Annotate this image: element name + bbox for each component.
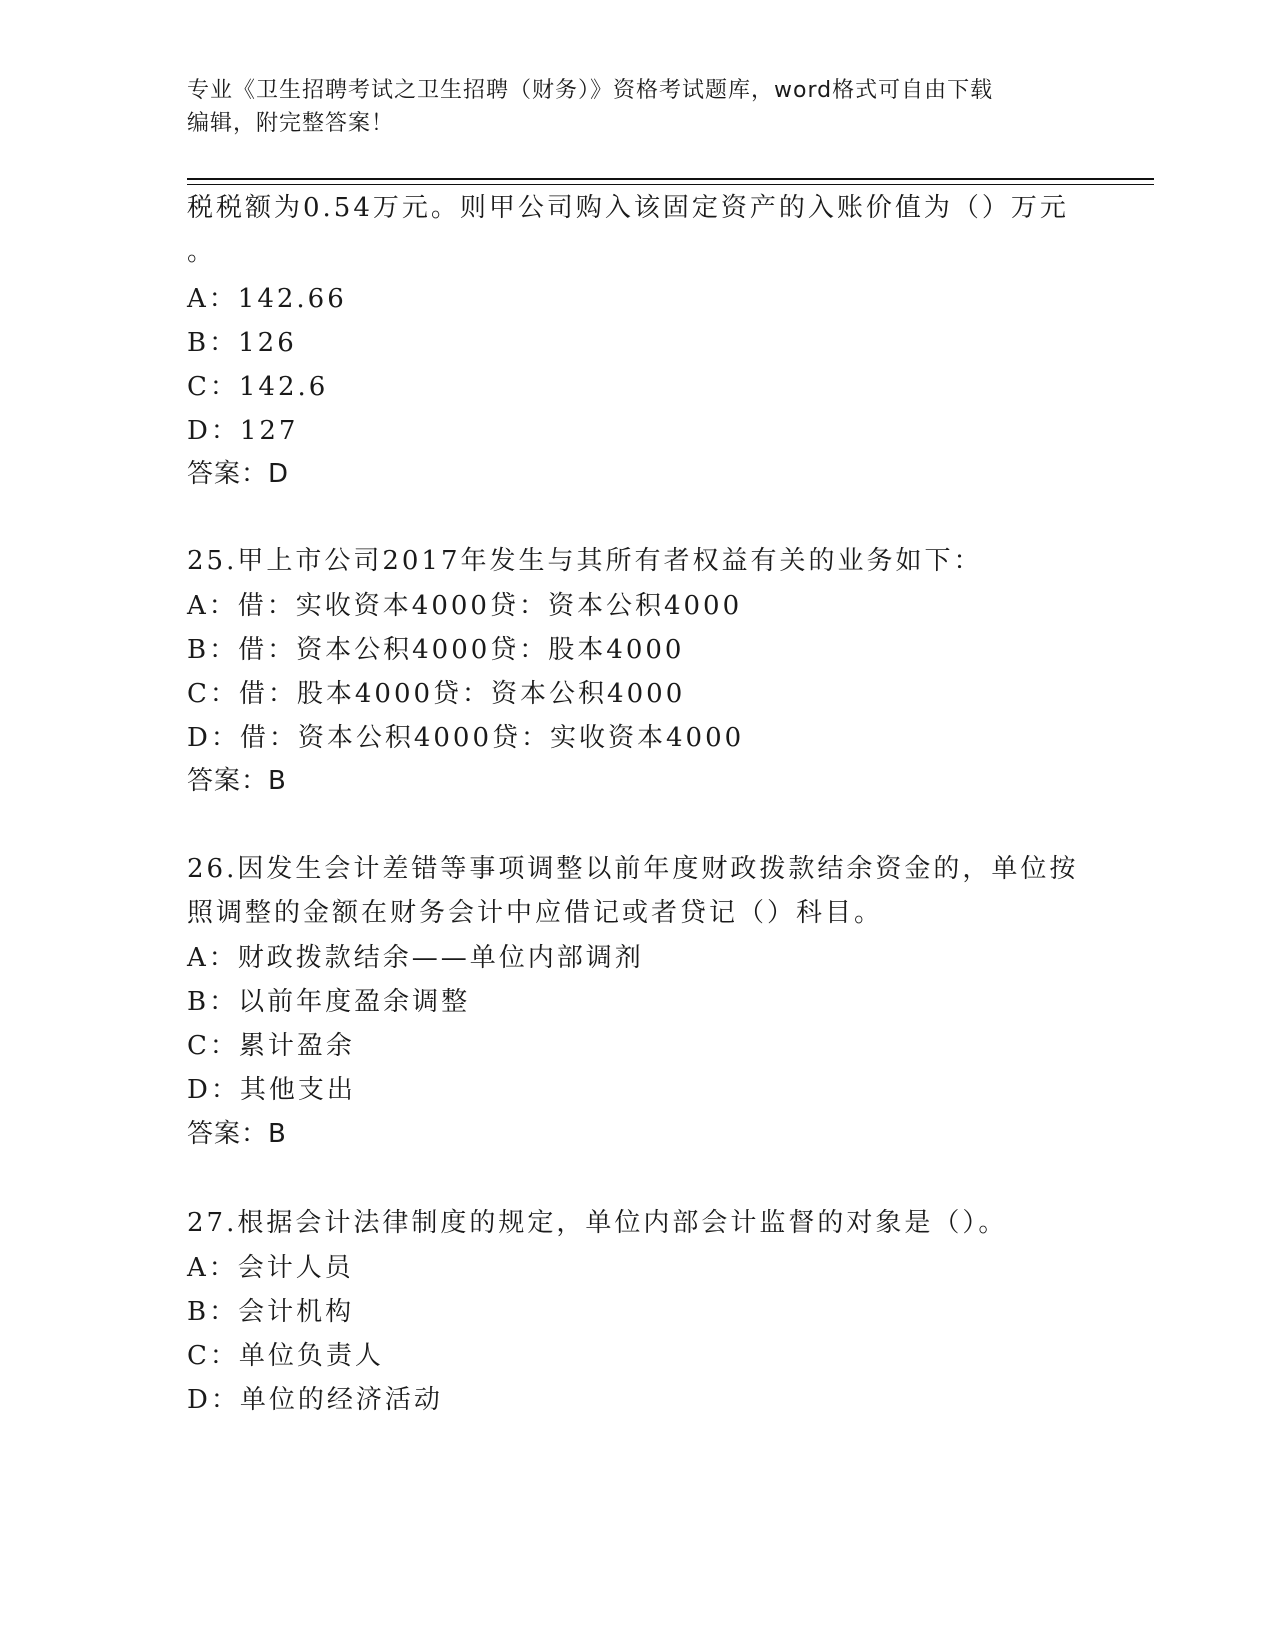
q26-option-c: C：累计盈余 bbox=[187, 1031, 355, 1061]
q26-option-d: D：其他支出 bbox=[187, 1075, 356, 1105]
q27-option-d: D：单位的经济活动 bbox=[187, 1385, 443, 1415]
q24-answer: 答案：D bbox=[187, 459, 290, 489]
q25-answer: 答案：B bbox=[187, 766, 287, 796]
q25-option-b: B：借：资本公积4000贷：股本4000 bbox=[187, 635, 685, 665]
q27-option-c: C：单位负责人 bbox=[187, 1341, 384, 1371]
q25-option-c: C：借：股本4000贷：资本公积4000 bbox=[187, 679, 686, 709]
q26-option-b: B：以前年度盈余调整 bbox=[187, 987, 471, 1017]
q26-answer: 答案：B bbox=[187, 1119, 287, 1149]
header-divider-thin bbox=[187, 184, 1154, 185]
header-line-2: 编辑，附完整答案！ bbox=[187, 111, 395, 136]
q24-option-b: B：126 bbox=[187, 328, 297, 358]
q26-stem-line-1: 26.因发生会计差错等事项调整以前年度财政拨款结余资金的，单位按 bbox=[187, 854, 1079, 884]
header-divider-thick bbox=[187, 178, 1154, 180]
q25-stem: 25.甲上市公司2017年发生与其所有者权益有关的业务如下： bbox=[187, 546, 983, 576]
q24-stem-end: 。 bbox=[187, 237, 217, 267]
q24-option-c: C：142.6 bbox=[187, 372, 329, 402]
q25-option-d: D：借：资本公积4000贷：实收资本4000 bbox=[187, 723, 745, 753]
header-line-1: 专业《卫生招聘考试之卫生招聘（财务）》资格考试题库，word格式可自由下载 bbox=[187, 78, 994, 103]
q24-option-d: D：127 bbox=[187, 416, 299, 446]
q25-option-a: A：借：实收资本4000贷：资本公积4000 bbox=[187, 591, 743, 621]
q24-option-a: A：142.66 bbox=[187, 284, 347, 314]
q26-stem-line-2: 照调整的金额在财务会计中应借记或者贷记（）科目。 bbox=[187, 898, 884, 928]
q27-option-a: A：会计人员 bbox=[187, 1253, 354, 1283]
q27-stem: 27.根据会计法律制度的规定，单位内部会计监督的对象是（）。 bbox=[187, 1208, 1008, 1238]
q27-option-b: B：会计机构 bbox=[187, 1297, 355, 1327]
q26-option-a: A：财政拨款结余——单位内部调剂 bbox=[187, 943, 644, 973]
document-header bbox=[187, 74, 1067, 140]
q24-stem-tail: 税税额为0.54万元。则甲公司购入该固定资产的入账价值为（）万元 bbox=[187, 193, 1069, 223]
